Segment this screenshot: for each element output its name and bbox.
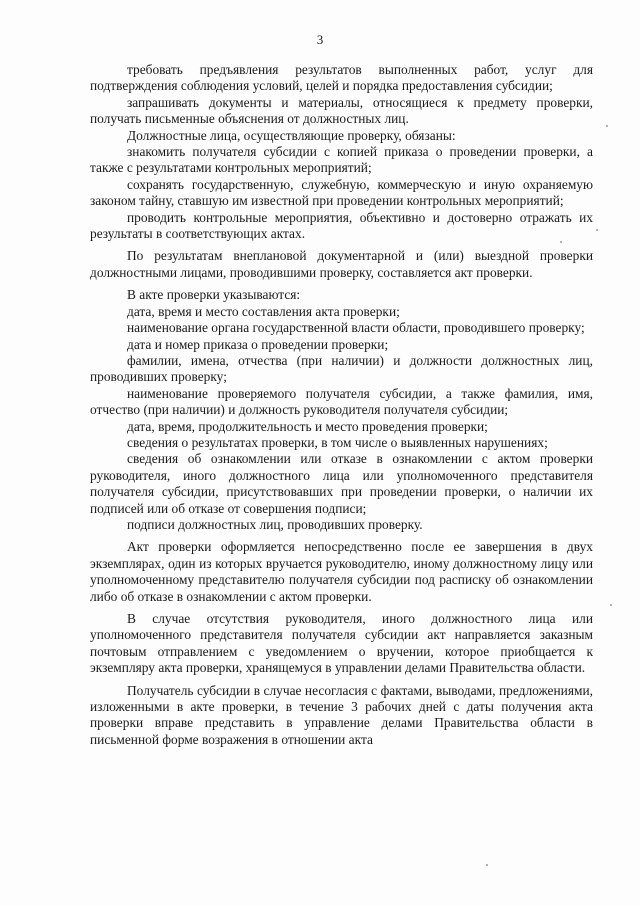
paragraph-4: знакомить получателя субсидии с копией приказа о проведении проверки, а также с результатами контрольных мероприятий;: [90, 144, 593, 176]
paragraph-1: требовать предъявления результатов выполненных работ, услуг для подтверждения соблюдения условий, целей и порядка предоставления субсидии;: [90, 62, 593, 94]
paragraph-2: запрашивать документы и материалы, относящиеся к предмету проверки, получать письменные объяснения от должностных лиц.: [90, 94, 593, 127]
paragraph-6: проводить контрольные мероприятия, объективно и достоверно отражать их результаты в соответствующих актах.: [90, 209, 593, 242]
paragraph-13: наименование проверяемого получателя субсидии, а также фамилия, имя, отчество (при наличии) и должность руководителя получателя субсидии;: [90, 385, 593, 418]
scan-speck: [606, 125, 608, 127]
paragraph-17: подписи должностных лиц, проводивших проверку.: [127, 516, 423, 532]
paragraph-16: сведения об ознакомлении или отказе в ознакомлении с актом проверки руководителя, иного должностного лица или уполномоченного представителя получателя субсидии, присутствовавших при проведении проверки, о наличии их подписей или об отказе от совершения подписи;: [90, 451, 593, 516]
paragraph-12: фамилии, имена, отчества (при наличии) и должности должностных лиц, проводивших проверку;: [90, 352, 593, 385]
scan-speck: [560, 241, 562, 243]
paragraph-18: Акт проверки оформляется непосредственно после ее завершения в двух экземплярах, один из которых вручается руководителю, иному должностному лицу или уполномоченному представителю получателя субсидии под расписку об ознакомлении либо об отказе в ознакомлении с актом проверки.: [90, 539, 593, 604]
paragraph-11: дата и номер приказа о проведении проверки;: [127, 336, 389, 352]
paragraph-14: дата, время, продолжительность и место проведения проверки;: [127, 418, 488, 434]
paragraph-10: наименование органа государственной власти области, проводившего проверку;: [127, 320, 585, 336]
scan-speck: [596, 229, 598, 231]
page-number: 3: [316, 32, 324, 47]
paragraph-15: сведения о результатах проверки, в том числе о выявленных нарушениях;: [127, 434, 548, 450]
paragraph-3: Должностные лица, осуществляющие проверку, обязаны:: [127, 127, 456, 143]
paragraph-7: По результатам внеплановой документарной и (или) выездной проверки должностными лицами, проводившими проверку, составляется акт проверки.: [90, 248, 593, 280]
document-body: [90, 62, 593, 748]
paragraph-8: В акте проверки указываются:: [127, 287, 301, 303]
paragraph-5: сохранять государственную, служебную, коммерческую и иную охраняемую законом тайну, ставшую им известной при проведении контрольных мероприятий;: [90, 176, 593, 209]
scan-speck: [610, 604, 612, 606]
paragraph-19: В случае отсутствия руководителя, иного должностного лица или уполномоченного представителя получателя субсидии акт направляется заказным почтовым отправлением с уведомлением о вручении, которое приобщается к экземпляру акта проверки, хранящемуся в управлении делами Правительства области.: [90, 611, 593, 676]
scan-speck: [486, 864, 488, 866]
paragraph-20: Получатель субсидии в случае несогласия с фактами, выводами, предложениями, изложенными в акте проверки, в течение 3 рабочих дней с даты получения акта проверки вправе представить в управление делами Правительства области в письменной форме возражения в отношении акта: [90, 682, 593, 747]
paragraph-9: дата, время и место составления акта проверки;: [127, 303, 400, 319]
